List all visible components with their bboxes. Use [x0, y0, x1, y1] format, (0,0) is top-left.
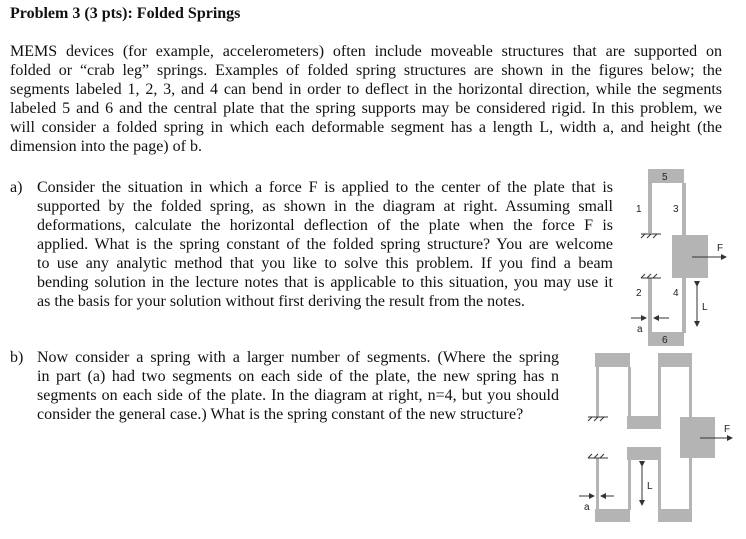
- spring-segment: [658, 353, 692, 367]
- text-line: labeled 5 and 6 and the central plate that the spring supports may be considered rigid. In this problem, we: [10, 100, 722, 117]
- segment-label: 5: [662, 172, 668, 183]
- text-line: will consider a folded spring in which each deformable segment has a length L, width a, and height (the: [10, 119, 722, 136]
- spring-segment: [689, 367, 692, 417]
- text-line: segments labeled 1, 2, 3, and 4 can bend in order to deflect in the horizontal direction, while the segments: [10, 81, 722, 98]
- spring-segment: [658, 509, 692, 522]
- text-line: folded or “crab leg” springs. Examples of folded spring structures are shown in the figures below; the: [10, 62, 722, 79]
- spring-segment: [596, 367, 599, 417]
- force-label: F: [717, 243, 724, 254]
- part-b-marker: b): [10, 349, 24, 366]
- spring-segment: [627, 416, 661, 429]
- spring-segment: [682, 183, 686, 236]
- text-line: to use any analytic method that you like to solve this problem. If you find a beam: [37, 255, 613, 272]
- text-line: consider the general case.) What is the spring constant of the new structure?: [37, 406, 524, 423]
- ground-anchor-icon: [641, 234, 661, 278]
- length-label: L: [702, 302, 708, 313]
- segment-label: 3: [673, 204, 679, 215]
- spring-segment: [648, 183, 652, 233]
- spring-segment: [658, 458, 661, 510]
- text-line: Now consider a spring with a larger number of segments. (Where the spring: [37, 349, 559, 366]
- folded-spring-diagram-a: [631, 169, 726, 346]
- spring-segment: [628, 460, 631, 510]
- spring-segment: [628, 367, 631, 417]
- spring-segment: [596, 458, 599, 510]
- spring-segment: [648, 278, 652, 333]
- spring-segment: [627, 447, 661, 460]
- text-line: deformations, calculate the horizontal deflection of the plate when the force F is: [37, 217, 613, 234]
- text-line: in part (a) had two segments on each side of the plate, the new spring has n: [37, 368, 559, 385]
- text-line: bending solution in the lecture notes that is applicable to this situation, you may use it: [37, 274, 613, 291]
- force-label: F: [724, 424, 731, 435]
- segment-label: 6: [662, 335, 668, 346]
- spring-segment: [682, 278, 686, 333]
- spring-segment: [595, 509, 630, 522]
- text-line: MEMS devices (for example, accelerometers) often include moveable structures that are supported on: [10, 43, 722, 60]
- spring-segment: [595, 353, 630, 367]
- text-line: applied. What is the spring constant of the folded spring structure? You are welcome: [37, 236, 613, 253]
- folded-spring-diagram-b: [579, 353, 732, 522]
- segment-label: 4: [673, 288, 679, 299]
- text-line: Consider the situation in which a force F is applied to the center of the plate that is: [37, 179, 613, 196]
- text-line: supported by the folded spring, as shown in the diagram at right. Assuming small: [37, 198, 613, 215]
- segment-label: 1: [636, 204, 642, 215]
- spring-segment: [689, 458, 692, 510]
- text-line: dimension into the page) of b.: [10, 138, 202, 155]
- problem-title: Problem 3 (3 pts): Folded Springs: [10, 5, 241, 22]
- text-line: as the basis for your solution without first deriving the result from the notes.: [37, 293, 525, 310]
- text-line: segments on each side of the plate. In the diagram at right, n=4, but you should: [37, 387, 559, 404]
- ground-anchor-icon: [588, 417, 608, 458]
- width-label: a: [637, 324, 643, 335]
- segment-label: 2: [636, 288, 642, 299]
- width-label: a: [584, 502, 590, 513]
- length-label: L: [647, 481, 653, 492]
- part-a-marker: a): [10, 179, 23, 196]
